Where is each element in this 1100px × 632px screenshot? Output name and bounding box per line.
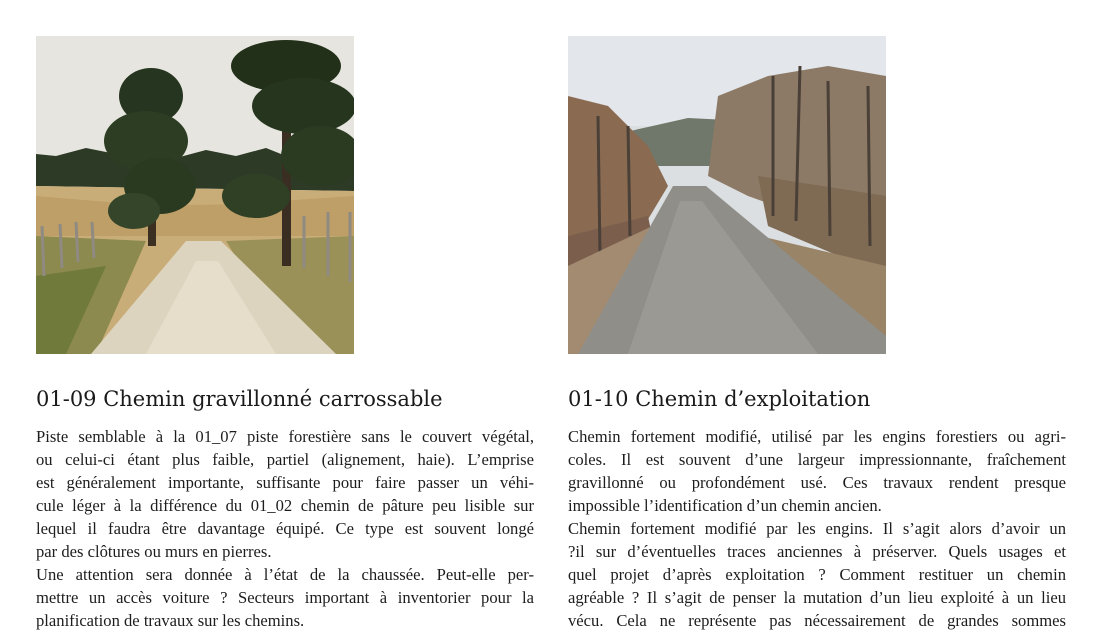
photo-forestry-road xyxy=(568,36,886,354)
text-line: ou celui-ci étant plus faible, partiel (alignement, haie). L’emprise xyxy=(36,450,534,469)
text-line: quel projet d’après exploitation ? Comment restituer un chemin xyxy=(568,565,1066,584)
text-line: impossible l’identification d’un chemin ancien. xyxy=(568,496,882,515)
text-line: planification de travaux sur les chemins. xyxy=(36,611,305,630)
text-line: Piste semblable à la 01_07 piste forestière sans le couvert végétal, xyxy=(36,427,534,446)
photo-gravel-path xyxy=(36,36,354,354)
section-title-forestry-road: 01-10 Chemin d’exploitation xyxy=(568,387,871,411)
text-line: Chemin fortement modifié par les engins. Il s’agit alors d’avoir un xyxy=(568,519,1066,538)
text-line: agréable ? Il s’agit de penser la mutation d’un lieu exploité à un lieu xyxy=(568,588,1066,607)
text-line: Une attention sera donnée à l’état de la chaussée. Peut-elle per- xyxy=(36,565,534,584)
description-gravel-path xyxy=(36,425,534,632)
text-line: ?il sur d’éventuelles traces anciennes à préserver. Quels usages et xyxy=(568,542,1066,561)
text-line: coles. Il est souvent d’une largeur impressionnante, fraîchement xyxy=(568,450,1066,469)
text-line: par des clôtures ou murs en pierres. xyxy=(36,542,272,561)
description-forestry-road xyxy=(568,425,1066,632)
section-title-gravel-path: 01-09 Chemin gravillonné carrossable xyxy=(36,387,443,411)
text-line: vécu. Cela ne représente pas nécessairement de grandes sommes xyxy=(568,611,1066,630)
text-line: mettre un accès voiture ? Secteurs important à inventorier pour la xyxy=(36,588,534,607)
text-line: gravillonné ou profondément usé. Ces travaux rendent presque xyxy=(568,473,1066,492)
text-line: est généralement importante, suffisante pour faire passer un véhi- xyxy=(36,473,534,492)
text-line: lequel il faudra être davantage équipé. Ce type est souvent longé xyxy=(36,519,534,538)
text-line: cule léger à la différence du 01_02 chemin de pâture peu lisible sur xyxy=(36,496,534,515)
text-line: Chemin fortement modifié, utilisé par les engins forestiers ou agri- xyxy=(568,427,1066,446)
